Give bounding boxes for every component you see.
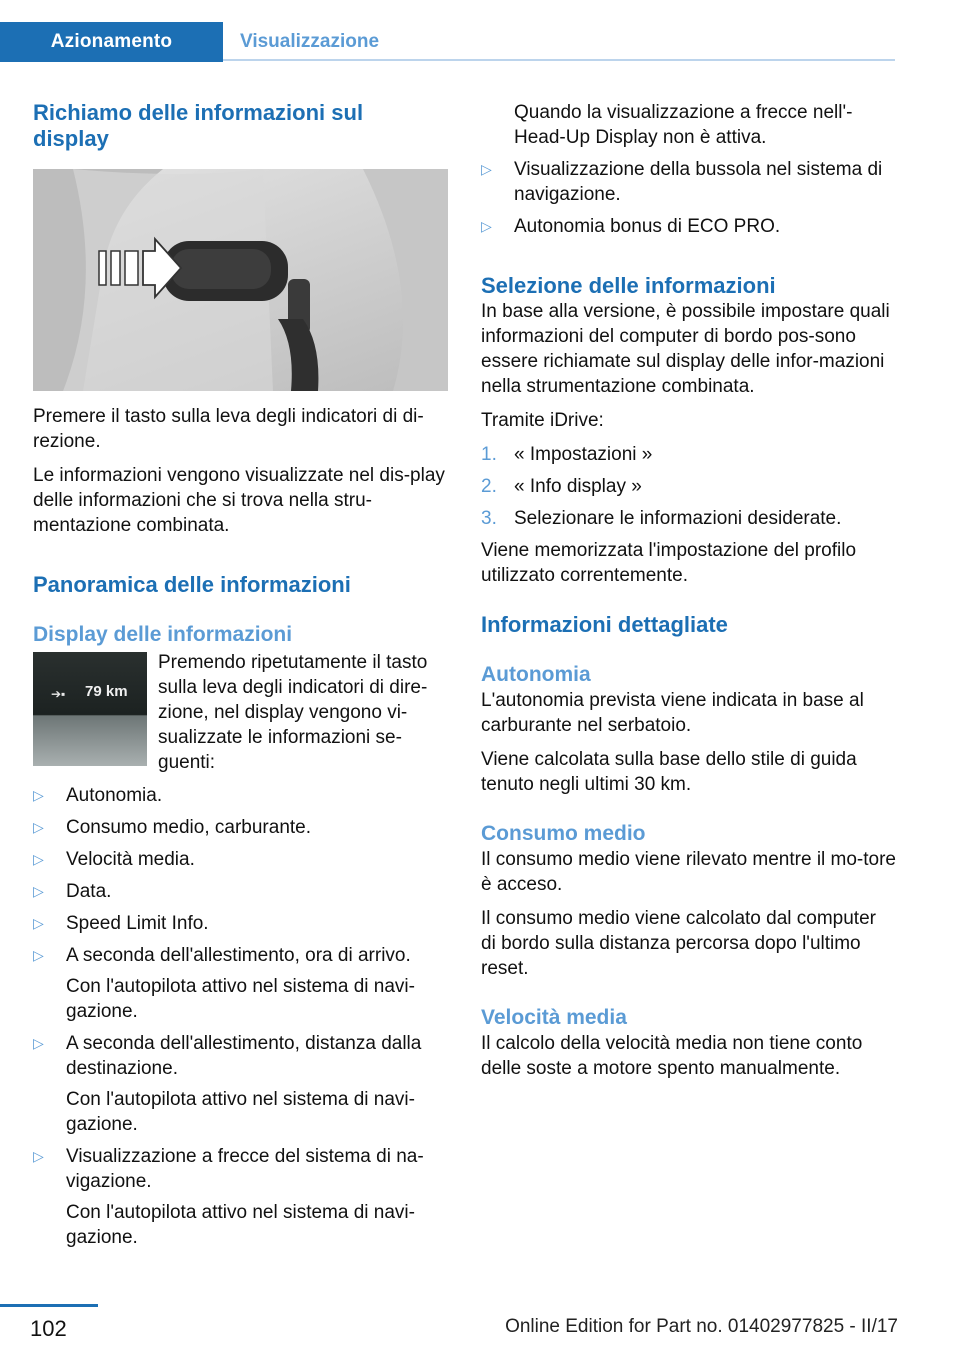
- para-autonomia-1: L'autonomia prevista viene indicata in base al carburante nel serbatoio.: [481, 690, 864, 736]
- step-text: « Info display »: [514, 476, 642, 497]
- para-premere: Premere il tasto sulla leva degli indicatori di di-rezione.: [33, 406, 424, 452]
- step-item: [481, 474, 896, 499]
- triangle-bullet-icon: ▷: [33, 915, 44, 931]
- heading-velocita: Velocità media: [481, 1006, 627, 1029]
- list-item-text: Velocità media.: [66, 849, 195, 870]
- list-item-note: Quando la visualizzazione a frecce nell'-Head-Up Display non è attiva.: [514, 102, 853, 148]
- triangle-bullet-icon: ▷: [33, 1035, 44, 1051]
- list-item-text: Visualizzazione della bussola nel sistema di navigazione.: [514, 159, 883, 205]
- list-item-text: Autonomia bonus di ECO PRO.: [514, 216, 781, 237]
- steps-list: [481, 442, 896, 531]
- page-number: 102: [30, 1316, 67, 1341]
- header-tabbar: [0, 22, 895, 62]
- triangle-bullet-icon: ▷: [33, 1148, 44, 1164]
- list-item-text: Autonomia.: [66, 785, 163, 806]
- heading-dettagliate: Informazioni dettagliate: [481, 612, 728, 637]
- left-column: [33, 100, 448, 1250]
- tab-visualizzazione[interactable]: Visualizzazione: [240, 31, 380, 52]
- list-item-text: Visualizzazione a frecce del sistema di na-vigazione.: [66, 1146, 424, 1192]
- step-text: « Impostazioni »: [514, 444, 653, 465]
- list-item: [33, 847, 448, 872]
- step-number: 2.: [481, 476, 497, 497]
- list-item: [481, 214, 896, 239]
- step-number: 1.: [481, 444, 497, 465]
- list-item: [33, 1031, 448, 1081]
- lever-illustration: [33, 169, 448, 391]
- para-autonomia-2: Viene calcolata sulla base dello stile di guida tenuto negli ultimi 30 km.: [481, 749, 857, 795]
- header-divider: [223, 59, 895, 61]
- info-bullet-list: [33, 783, 448, 1250]
- para-velocita: Il calcolo della velocità media non tiene conto delle soste a motore spento manualmente.: [481, 1033, 863, 1079]
- list-item: [33, 943, 448, 968]
- triangle-bullet-icon: ▷: [33, 947, 44, 963]
- list-item-text: A seconda dell'allestimento, distanza dalla destinazione.: [66, 1033, 422, 1079]
- triangle-bullet-icon: ▷: [33, 851, 44, 867]
- heading-selezione: Selezione delle informazioni: [481, 273, 776, 298]
- para-tramite: Tramite iDrive:: [481, 410, 604, 431]
- list-item-text: Speed Limit Info.: [66, 913, 209, 934]
- fuel-pump-icon: ➔▪: [51, 687, 66, 701]
- info-display-image: [33, 652, 147, 766]
- heading-richiamo: Richiamo delle informazioni sul display: [33, 100, 364, 151]
- triangle-bullet-icon: ▷: [33, 787, 44, 803]
- para-consumo-2: Il consumo medio viene calcolato dal computer di bordo sulla distanza percorsa dopo l'ultimo reset.: [481, 908, 876, 979]
- para-info-display: Le informazioni vengono visualizzate nel dis-play delle informazioni che si trova nella stru-mentazione combinata.: [33, 465, 445, 536]
- heading-consumo: Consumo medio: [481, 822, 646, 845]
- list-item: [33, 1144, 448, 1194]
- triangle-bullet-icon: ▷: [481, 218, 492, 234]
- turn-signal-lever-image: [33, 169, 448, 391]
- step-number: 3.: [481, 508, 497, 529]
- footer-rule: [0, 1304, 98, 1307]
- para-selezione: In base alla versione, è possibile impostare quali informazioni del computer di bordo pos-sono essere richiamate sul display delle infor-mazioni nella strumentazione combinata.: [481, 301, 890, 397]
- list-item-text: Data.: [66, 881, 112, 902]
- right-column: [481, 100, 896, 1081]
- para-consumo-1: Il consumo medio viene rilevato mentre il mo-tore è acceso.: [481, 849, 897, 895]
- step-item: [481, 442, 896, 467]
- display-range-readout: 79 km: [85, 683, 128, 700]
- heading-autonomia: Autonomia: [481, 663, 591, 686]
- triangle-bullet-icon: ▷: [481, 161, 492, 177]
- list-item: [33, 879, 448, 904]
- heading-panoramica: Panoramica delle informazioni: [33, 572, 351, 597]
- para-premendo: Premendo ripetutamente il tasto sulla leva degli indicatori di dire-zione, nel display vengono vi-sualizzate le informazioni se-guenti:: [158, 652, 428, 773]
- list-item-note: Con l'autopilota attivo nel sistema di navi-gazione.: [66, 1202, 415, 1248]
- list-item: [481, 157, 896, 207]
- heading-display-informazioni: Display delle informazioni: [33, 623, 293, 646]
- step-text: Selezionare le informazioni desiderate.: [514, 508, 842, 529]
- display-info-block: [33, 650, 448, 776]
- list-item-note: Con l'autopilota attivo nel sistema di navi-gazione.: [66, 976, 415, 1022]
- list-item: [33, 815, 448, 840]
- triangle-bullet-icon: ▷: [33, 883, 44, 899]
- list-item: [33, 783, 448, 808]
- tab-azionamento[interactable]: Azionamento: [0, 22, 223, 62]
- list-item-text: A seconda dell'allestimento, ora di arrivo.: [66, 945, 411, 966]
- list-item-note: Con l'autopilota attivo nel sistema di navi-gazione.: [66, 1089, 415, 1135]
- para-viene-memorizzata: Viene memorizzata l'impostazione del profilo utilizzato correntemente.: [481, 540, 857, 586]
- list-item: [33, 911, 448, 936]
- edition-note: Online Edition for Part no. 01402977825 - II/17: [505, 1316, 898, 1337]
- triangle-bullet-icon: ▷: [33, 819, 44, 835]
- step-item: [481, 506, 896, 531]
- list-item-text: Consumo medio, carburante.: [66, 817, 312, 838]
